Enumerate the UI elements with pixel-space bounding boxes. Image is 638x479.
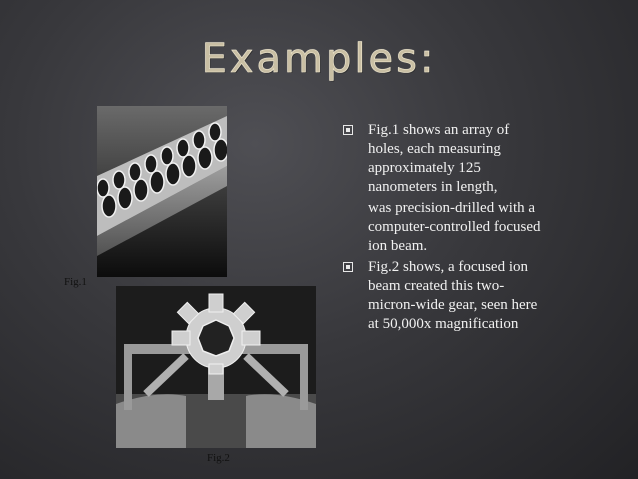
fig2-image: [116, 286, 316, 448]
bullet-continuation: [343, 199, 613, 256]
bullet-line: was precision-drilled with a: [368, 200, 536, 216]
slide-title: Examples:: [201, 36, 437, 82]
bullet-icon: [343, 125, 353, 135]
bullet-icon: [343, 262, 353, 272]
bullet-item-fig2: [343, 258, 613, 334]
holes-array-image: [97, 106, 227, 277]
gear-image: [116, 286, 316, 448]
bullet-list: [343, 121, 613, 336]
bullet-line: nanometers in length,: [368, 179, 498, 195]
bullet-line: Fig.1 shows an array of: [368, 122, 510, 138]
fig1-image: [97, 106, 227, 277]
bullet-line: Fig.2 shows, a focused ion: [368, 259, 528, 275]
bullet-line: at 50,000x magnification: [368, 316, 519, 332]
bullet-line: micron-wide gear, seen here: [368, 297, 538, 313]
bullet-line: approximately 125: [368, 160, 481, 176]
fig1-caption: Fig.1: [64, 276, 87, 288]
bullet-line: ion beam.: [368, 238, 428, 254]
bullet-line: holes, each measuring: [368, 141, 501, 157]
bullet-line: computer-controlled focused: [368, 219, 541, 235]
fig2-caption: Fig.2: [207, 452, 230, 464]
bullet-line: beam created this two-: [368, 278, 505, 294]
bullet-item-fig1: [343, 121, 613, 197]
